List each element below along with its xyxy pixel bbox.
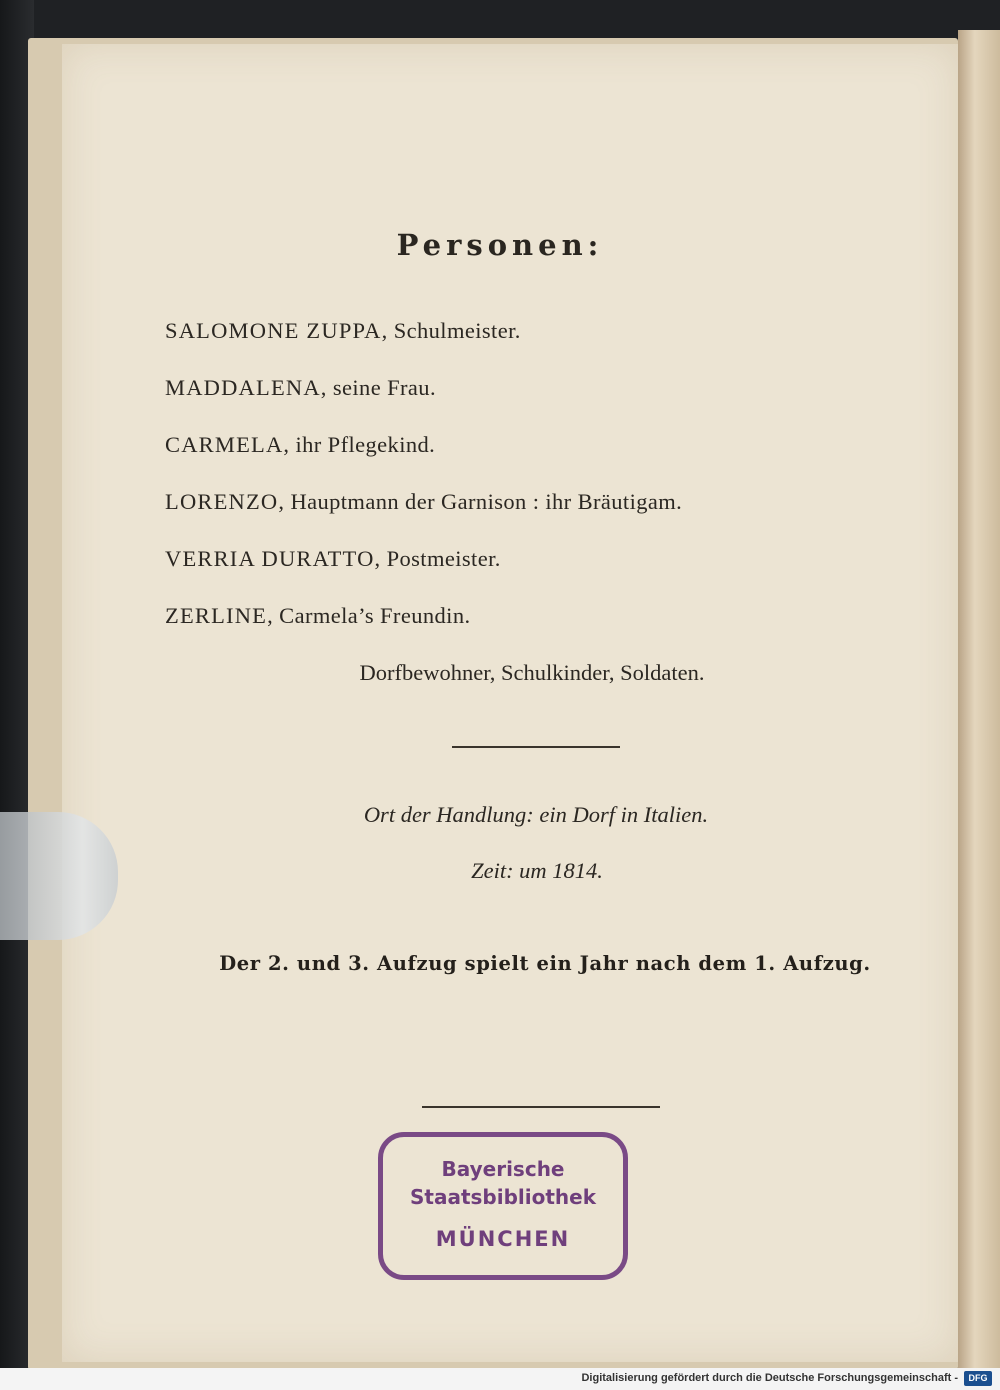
divider-rule xyxy=(452,746,620,748)
cast-row xyxy=(165,318,925,375)
dfg-logo: DFG xyxy=(964,1371,992,1386)
footer-credit: Digitalisierung gefördert durch die Deutsche Forschungsgemeinschaft - xyxy=(581,1372,958,1384)
cast-role: , Hauptmann der Garnison : ihr Bräutigam. xyxy=(278,489,683,514)
cast-row xyxy=(165,375,925,432)
stamp-line: Staatsbibliothek xyxy=(409,1185,597,1209)
divider-rule xyxy=(422,1106,660,1108)
cast-role: , Schulmeister. xyxy=(381,318,521,343)
cast-role: , Postmeister. xyxy=(374,546,501,571)
cast-row xyxy=(165,546,925,603)
cast-name: SALOMONE ZUPPA xyxy=(165,318,382,343)
stamp-line: Bayerische xyxy=(441,1157,565,1181)
library-stamp xyxy=(378,1132,628,1280)
extras-line: Dorfbewohner, Schulkinder, Soldaten. xyxy=(359,660,705,685)
time-line: Zeit: um 1814. xyxy=(471,858,603,883)
act-note: Der 2. und 3. Aufzug spielt ein Jahr nach dem 1. Aufzug. xyxy=(219,952,871,975)
cast-name: VERRIA DURATTO xyxy=(165,546,375,571)
cast-role: , seine Frau. xyxy=(320,375,436,400)
cast-name: ZERLINE xyxy=(165,603,268,628)
cast-row xyxy=(165,432,925,489)
cast-role: , ihr Pflegekind. xyxy=(283,432,436,457)
place-line: Ort der Handlung: ein Dorf in Italien. xyxy=(363,802,709,827)
page-heading: Personen: xyxy=(396,228,604,262)
cast-role: , Carmela’s Freundin. xyxy=(267,603,471,628)
cast-name: CARMELA xyxy=(165,432,284,457)
cast-row xyxy=(165,489,925,546)
cast-row xyxy=(165,603,925,660)
cast-list xyxy=(165,318,925,660)
stamp-line: MÜNCHEN xyxy=(435,1227,571,1251)
cast-name: LORENZO xyxy=(165,489,279,514)
cast-name: MADDALENA xyxy=(165,375,321,400)
